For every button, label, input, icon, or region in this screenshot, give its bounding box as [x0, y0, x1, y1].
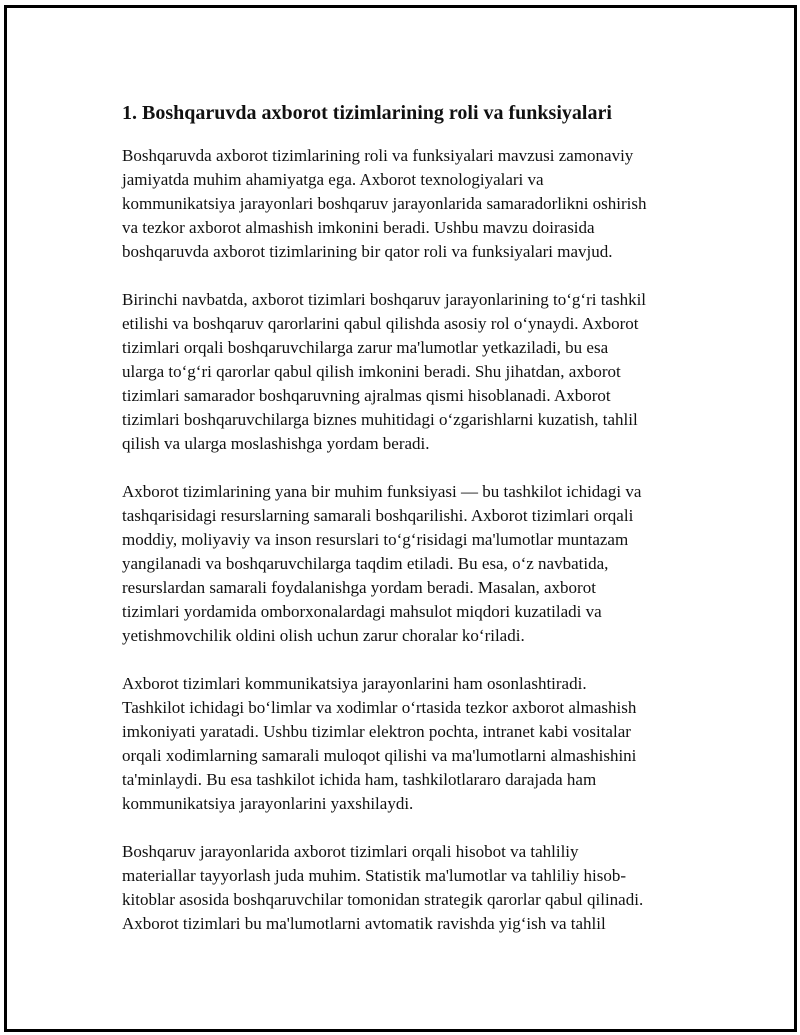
document-body: [122, 99, 697, 960]
paragraph-5: [122, 840, 697, 936]
paragraph-4: [122, 672, 697, 816]
paragraph-2: [122, 288, 697, 456]
text-line: tizimlari boshqaruvchilarga biznes muhitidagi o‘zgarishlarni kuzatish, tahlil: [122, 410, 638, 429]
text-line: resurslardan samarali foydalanishga yordam beradi. Masalan, axborot: [122, 578, 596, 597]
text-line: ta'minlaydi. Bu esa tashkilot ichida ham, tashkilotlararo darajada ham: [122, 770, 597, 789]
text-line: materiallar tayyorlash juda muhim. Statistik ma'lumotlar va tahliliy hisob-: [122, 866, 626, 885]
text-line: Boshqaruvda axborot tizimlarining roli va funksiyalari mavzusi zamonaviy: [122, 146, 634, 165]
text-line: Axborot tizimlarining yana bir muhim funksiyasi — bu tashkilot ichidagi va: [122, 482, 642, 501]
paragraph-3: [122, 480, 697, 648]
text-line: tizimlari samarador boshqaruvning ajralmas qismi hisoblanadi. Axborot: [122, 386, 611, 405]
text-line: moddiy, moliyaviy va inson resurslari to‘g‘risidagi ma'lumotlar muntazam: [122, 530, 629, 549]
text-line: tashqarisidagi resurslarning samarali boshqarilishi. Axborot tizimlari orqali: [122, 506, 634, 525]
text-line: qilish va ularga moslashishga yordam beradi.: [122, 434, 430, 453]
text-line: etilishi va boshqaruv qarorlarini qabul qilishda asosiy rol o‘ynaydi. Axborot: [122, 314, 639, 333]
text-line: kitoblar asosida boshqaruvchilar tomonidan strategik qarorlar qabul qilinadi.: [122, 890, 644, 909]
text-line: Axborot tizimlari kommunikatsiya jarayonlarini ham osonlashtiradi.: [122, 674, 587, 693]
text-line: yangilanadi va boshqaruvchilarga taqdim etiladi. Bu esa, o‘z navbatida,: [122, 554, 609, 573]
text-line: Tashkilot ichidagi bo‘limlar va xodimlar o‘rtasida tezkor axborot almashish: [122, 698, 637, 717]
text-line: Axborot tizimlari bu ma'lumotlarni avtomatik ravishda yig‘ish va tahlil: [122, 914, 606, 933]
text-line: imkoniyati yaratadi. Ushbu tizimlar elektron pochta, intranet kabi vositalar: [122, 722, 631, 741]
text-line: tizimlari orqali boshqaruvchilarga zarur ma'lumotlar yetkaziladi, bu esa: [122, 338, 609, 357]
paragraph-1: [122, 144, 697, 264]
text-line: kommunikatsiya jarayonlarini yaxshilaydi.: [122, 794, 414, 813]
page-frame: [4, 5, 797, 1032]
text-line: boshqaruvda axborot tizimlarining bir qator roli va funksiyalari mavjud.: [122, 242, 613, 261]
text-line: orqali xodimlarning samarali muloqot qilishi va ma'lumotlarni almashishini: [122, 746, 637, 765]
text-line: kommunikatsiya jarayonlari boshqaruv jarayonlarida samaradorlikni oshirish: [122, 194, 647, 213]
text-line: yetishmovchilik oldini olish uchun zarur choralar ko‘riladi.: [122, 626, 525, 645]
text-line: tizimlari yordamida omborxonalardagi mahsulot miqdori kuzatiladi va: [122, 602, 602, 621]
text-line: Boshqaruv jarayonlarida axborot tizimlari orqali hisobot va tahliliy: [122, 842, 579, 861]
text-line: jamiyatda muhim ahamiyatga ega. Axborot texnologiyalari va: [122, 170, 544, 189]
text-line: ularga to‘g‘ri qarorlar qabul qilish imkonini beradi. Shu jihatdan, axborot: [122, 362, 621, 381]
text-line: Birinchi navbatda, axborot tizimlari boshqaruv jarayonlarining to‘g‘ri tashkil: [122, 290, 647, 309]
section-title: 1. Boshqaruvda axborot tizimlarining roli va funksiyalari: [122, 102, 612, 124]
text-line: va tezkor axborot almashish imkonini beradi. Ushbu mavzu doirasida: [122, 218, 595, 237]
